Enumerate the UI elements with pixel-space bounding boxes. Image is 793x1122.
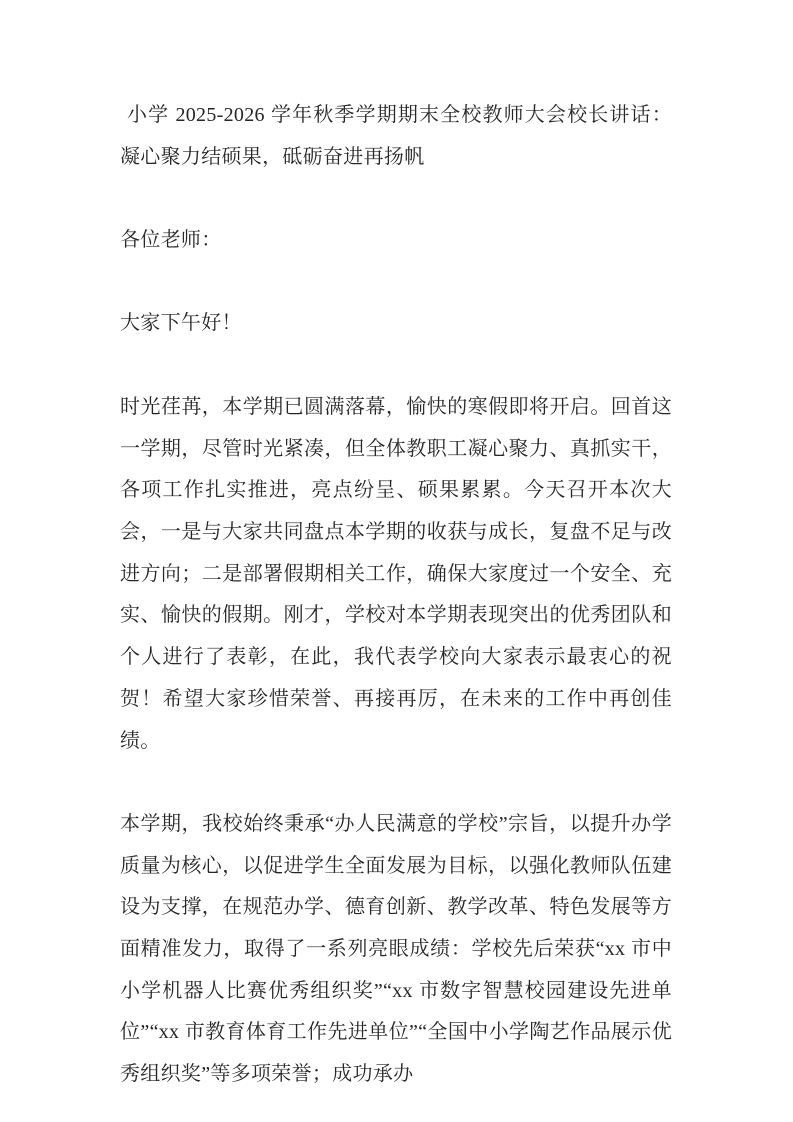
paragraph-school-achievements: 本学期，我校始终秉承“办人民满意的学校”宗旨，以提升办学质量为核心，以促进学生全面发展为目标，以强化教师队伍建设为支撑，在规范办学、德育创新、教学改革、特色发展等方面精准发力，取得了一系列亮眼成绩：学校先后荣获“xx 市中小学机器人比赛优秀组织奖”“xx 市数字智慧校园建设先进单位”“xx 市教育体育工作先进单位”“全国中小学陶艺作品展示优秀组织奖”等多项荣誉；成功承办 — [120, 812, 672, 1086]
paragraph-semester-review: 时光荏苒，本学期已圆满落幕，愉快的寒假即将开启。回首这一学期，尽管时光紧凑，但全体教职工凝心聚力、真抓实干，各项工作扎实推进，亮点纷呈、硕果累累。今天召开本次大会，一是与大家共同盘点本学期的收获与成长，复盘不足与改进方向；二是部署假期相关工作，确保大家度过一个安全、充实、愉快的假期。刚才，学校对本学期表现突出的优秀团队和个人进行了表彰，在此，我代表学校向大家表示最衷心的祝贺！希望大家珍惜荣誉、再接再厉，在未来的工作中再创佳绩。 — [120, 395, 672, 752]
greeting-line: 大家下午好！ — [120, 312, 242, 335]
document-title: 小学 2025-2026 学年秋季学期期末全校教师大会校长讲话：凝心聚力结硕果，砥砺奋进再扬帆 — [120, 104, 672, 168]
salutation-line: 各位老师： — [120, 229, 222, 252]
